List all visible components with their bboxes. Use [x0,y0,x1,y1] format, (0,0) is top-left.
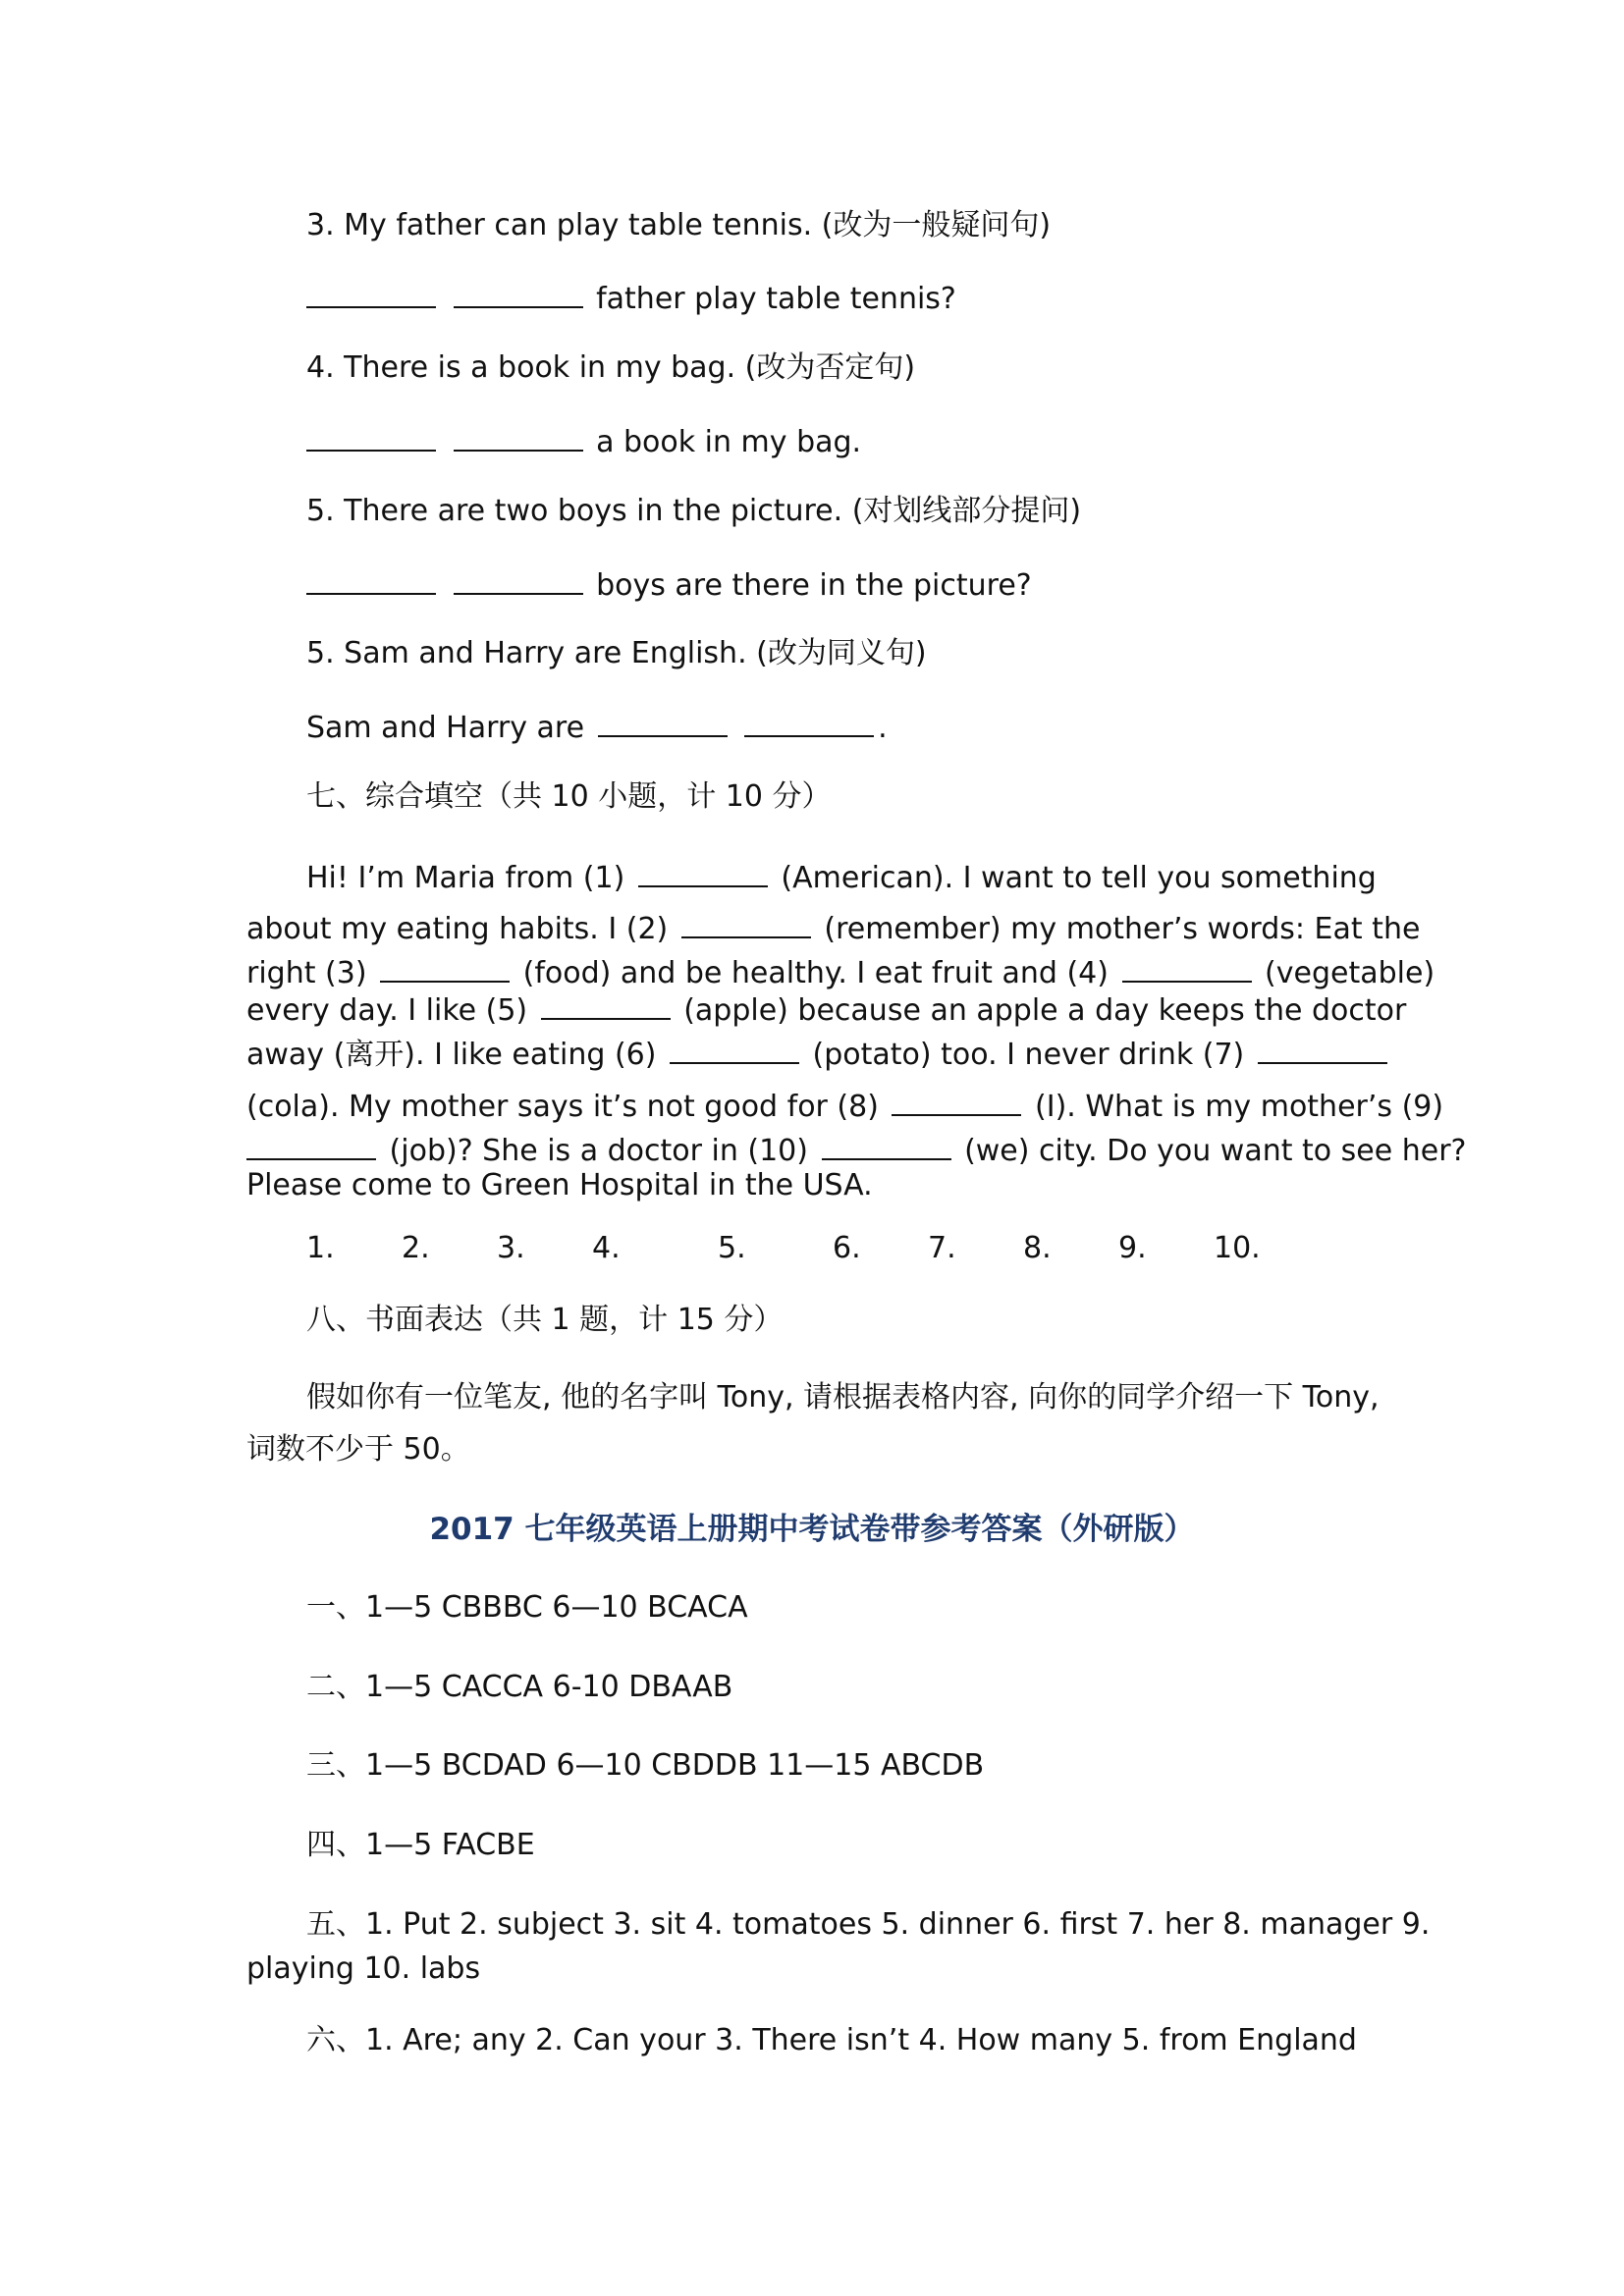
passage-text: (job)? She is a doctor in (10) [389,1134,808,1168]
answer-section-2: 二、1—5 CACCA 6-10 DBAAB [306,1670,733,1704]
blank [306,277,436,308]
answer-section-6: 六、1. Are; any 2. Can your 3. There isn’t 4. How many 5. from England [306,2023,1357,2057]
answer-tail: boys are there in the picture? [596,568,1032,603]
passage-line-6 [246,1085,1443,1127]
passage-text: (food) and be healthy. I eat fruit and (4) [522,956,1109,990]
blank [1122,951,1252,983]
answer-section-5-line-2: playing 10. labs [246,1951,481,1986]
writing-prompt-line-1: 假如你有一位笔友, 他的名字叫 Tony, 请根据表格内容, 向你的同学介绍一下 Tony, [306,1380,1380,1415]
answer-number: 2. [402,1231,430,1265]
answer-number: 9. [1118,1231,1147,1265]
blank [454,420,583,452]
blank [822,1129,951,1160]
section-8-heading: 八、书面表达（共 1 题，计 15 分） [306,1303,784,1337]
answer-number: 8. [1023,1231,1052,1265]
passage-text: (remember) my mother’s words: Eat the [824,912,1421,946]
answer-key-title: 2017 七年级英语上册期中考试卷带参考答案（外研版） [429,1512,1195,1547]
passage-line-5 [246,1033,1391,1075]
passage-text: Hi! I’m Maria from (1) [306,861,625,895]
question-3-prompt: 3. My father can play table tennis. (改为一般疑问句) [306,208,1052,242]
passage-text: (vegetable) [1265,956,1435,990]
answer-tail: a book in my bag. [596,425,862,459]
passage-text: (I). What is my mother’s (9) [1035,1090,1444,1124]
question-5-answer-line [306,563,1032,606]
passage-line-2 [246,907,1420,949]
blank [1258,1033,1387,1064]
answer-tail: father play table tennis? [596,282,956,316]
passage-text: (cola). My mother says it’s not good for (8) [246,1090,879,1124]
answer-number: 7. [928,1231,956,1265]
blank [306,563,436,595]
answer-number: 6. [833,1231,861,1265]
passage-text: (American). I want to tell you something [781,861,1377,895]
passage-line-1 [306,856,1377,898]
passage-text: (potato) too. I never drink (7) [812,1038,1245,1072]
passage-line-3 [246,951,1435,993]
answer-section-1: 一、1—5 CBBBC 6—10 BCACA [306,1590,748,1625]
question-4-prompt: 4. There is a book in my bag. (改为否定句) [306,350,916,385]
answer-section-5-line-1: 五、1. Put 2. subject 3. sit 4. tomatoes 5. dinner 6. first 7. her 8. manager 9. [306,1907,1431,1942]
passage-text: right (3) [246,956,367,990]
blank [380,951,510,983]
passage-text: (apple) because an apple a day keeps the doctor [683,993,1407,1028]
answer-number: 3. [497,1231,525,1265]
writing-prompt-line-2: 词数不少于 50。 [246,1432,470,1467]
blank [638,856,768,887]
blank [454,563,583,595]
blank [246,1129,376,1160]
answer-head: Sam and Harry are [306,711,585,745]
passage-text: every day. I like (5) [246,993,528,1028]
question-4-answer-line [306,420,861,462]
answer-number: 1. [306,1231,335,1265]
passage-text: about my eating habits. I (2) [246,912,669,946]
passage-text: away (离开). I like eating (6) [246,1038,657,1072]
passage-line-4 [246,988,1406,1031]
passage-line-7 [246,1129,1466,1171]
blank [744,706,874,737]
blank [598,706,728,737]
question-3-answer-line [306,277,956,319]
blank [541,988,671,1020]
answer-section-3: 三、1—5 BCDAD 6—10 CBDDB 11—15 ABCDB [306,1748,985,1783]
answer-end: . [878,711,888,745]
passage-text: (we) city. Do you want to see her? [964,1134,1467,1168]
question-5b-answer-line [306,706,888,748]
blank [670,1033,799,1064]
section-7-heading: 七、综合填空（共 10 小题，计 10 分） [306,779,832,814]
question-5b-prompt: 5. Sam and Harry are English. (改为同义句) [306,636,927,670]
answer-section-4: 四、1—5 FACBE [306,1828,535,1862]
answer-number: 5. [718,1231,746,1265]
question-5-prompt: 5. There are two boys in the picture. (对划线部分提问) [306,494,1082,528]
blank [892,1085,1021,1116]
answer-number: 10. [1214,1231,1261,1265]
blank [306,420,436,452]
blank [454,277,583,308]
blank [681,907,811,938]
answer-number: 4. [592,1231,621,1265]
passage-line-8: Please come to Green Hospital in the USA. [246,1168,873,1202]
